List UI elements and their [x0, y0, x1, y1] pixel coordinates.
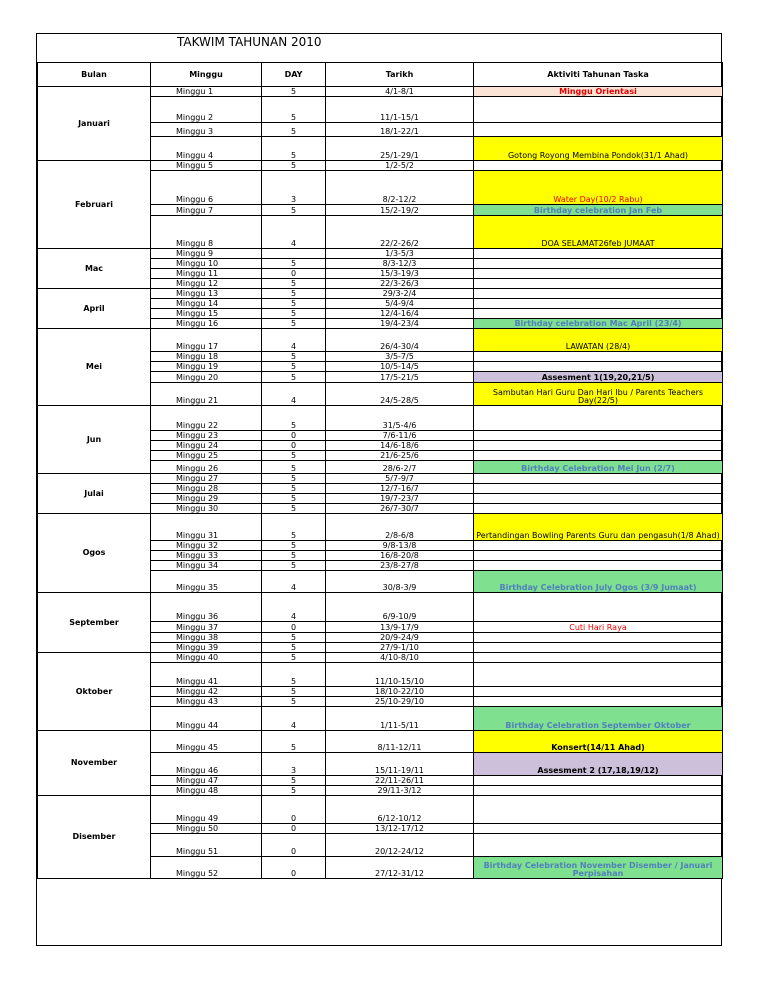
- minggu-cell: Minggu 33: [151, 551, 262, 561]
- tarikh-cell: 6/9-10/9: [326, 593, 474, 622]
- activity-cell: [474, 161, 723, 171]
- minggu-cell: Minggu 18: [151, 352, 262, 362]
- minggu-cell: Minggu 52: [151, 857, 262, 879]
- minggu-cell: Minggu 32: [151, 541, 262, 551]
- tarikh-cell: 4/10-8/10: [326, 653, 474, 663]
- minggu-cell: Minggu 10: [151, 259, 262, 269]
- minggu-cell: Minggu 16: [151, 319, 262, 329]
- tarikh-cell: 8/2-12/2: [326, 171, 474, 205]
- day-cell: 4: [262, 216, 326, 249]
- day-cell: 0: [262, 834, 326, 857]
- table-row: [38, 329, 723, 352]
- sheet-title: TAKWIM TAHUNAN 2010: [177, 35, 322, 49]
- minggu-cell: Minggu 39: [151, 643, 262, 653]
- tarikh-cell: 16/8-20/8: [326, 551, 474, 561]
- activity-cell: Assesment 2 (17,18,19/12): [474, 753, 723, 776]
- activity-cell: [474, 279, 723, 289]
- tarikh-cell: 8/3-12/3: [326, 259, 474, 269]
- day-cell: 5: [262, 504, 326, 514]
- day-cell: 5: [262, 137, 326, 161]
- tarikh-cell: 11/1-15/1: [326, 97, 474, 123]
- minggu-cell: Minggu 7: [151, 205, 262, 216]
- activity-cell: [474, 289, 723, 299]
- activity-cell: [474, 786, 723, 796]
- minggu-cell: Minggu 46: [151, 753, 262, 776]
- tarikh-cell: 6/12-10/12: [326, 796, 474, 824]
- activity-cell: [474, 504, 723, 514]
- activity-cell: [474, 259, 723, 269]
- day-cell: 5: [262, 697, 326, 707]
- tarikh-cell: 28/6-2/7: [326, 461, 474, 474]
- calendar-table: [37, 62, 723, 879]
- table-row: [38, 796, 723, 824]
- minggu-cell: Minggu 47: [151, 776, 262, 786]
- day-cell: 4: [262, 383, 326, 406]
- minggu-cell: Minggu 48: [151, 786, 262, 796]
- tarikh-cell: 31/5-4/6: [326, 406, 474, 431]
- day-cell: 5: [262, 514, 326, 541]
- day-cell: 5: [262, 663, 326, 687]
- activity-cell: [474, 834, 723, 857]
- table-row: [38, 161, 723, 171]
- activity-cell: [474, 269, 723, 279]
- day-cell: 0: [262, 857, 326, 879]
- activity-cell: [474, 431, 723, 441]
- day-cell: 5: [262, 97, 326, 123]
- minggu-cell: Minggu 51: [151, 834, 262, 857]
- minggu-cell: Minggu 42: [151, 687, 262, 697]
- minggu-cell: Minggu 3: [151, 123, 262, 137]
- activity-cell: Birthday celebration Jan Feb: [474, 205, 723, 216]
- minggu-cell: Minggu 13: [151, 289, 262, 299]
- day-cell: 5: [262, 279, 326, 289]
- tarikh-cell: 21/6-25/6: [326, 451, 474, 461]
- minggu-cell: Minggu 9: [151, 249, 262, 259]
- minggu-cell: Minggu 31: [151, 514, 262, 541]
- tarikh-cell: 17/5-21/5: [326, 372, 474, 383]
- activity-cell: [474, 824, 723, 834]
- month-cell: September: [38, 593, 151, 653]
- minggu-cell: Minggu 8: [151, 216, 262, 249]
- tarikh-cell: 26/4-30/4: [326, 329, 474, 352]
- activity-cell: [474, 474, 723, 484]
- day-cell: 5: [262, 289, 326, 299]
- activity-cell: [474, 593, 723, 622]
- day-cell: 5: [262, 653, 326, 663]
- day-cell: 5: [262, 786, 326, 796]
- minggu-cell: Minggu 2: [151, 97, 262, 123]
- month-cell: Februari: [38, 161, 151, 249]
- tarikh-cell: 22/11-26/11: [326, 776, 474, 786]
- day-cell: 5: [262, 372, 326, 383]
- minggu-cell: Minggu 20: [151, 372, 262, 383]
- day-cell: 5: [262, 474, 326, 484]
- tarikh-cell: 5/4-9/4: [326, 299, 474, 309]
- activity-cell: [474, 551, 723, 561]
- tarikh-cell: 25/10-29/10: [326, 697, 474, 707]
- minggu-cell: Minggu 6: [151, 171, 262, 205]
- tarikh-cell: 29/11-3/12: [326, 786, 474, 796]
- tarikh-cell: 12/7-16/7: [326, 484, 474, 494]
- table-row: [38, 731, 723, 753]
- day-cell: 4: [262, 707, 326, 731]
- table-row: [38, 249, 723, 259]
- tarikh-cell: 13/12-17/12: [326, 824, 474, 834]
- day-cell: 5: [262, 406, 326, 431]
- day-cell: 0: [262, 431, 326, 441]
- month-cell: April: [38, 289, 151, 329]
- minggu-cell: Minggu 11: [151, 269, 262, 279]
- tarikh-cell: 22/2-26/2: [326, 216, 474, 249]
- minggu-cell: Minggu 30: [151, 504, 262, 514]
- day-cell: 5: [262, 161, 326, 171]
- tarikh-cell: 15/2-19/2: [326, 205, 474, 216]
- tarikh-cell: 4/1-8/1: [326, 87, 474, 97]
- activity-cell: Cuti Hari Raya: [474, 622, 723, 633]
- month-cell: Julai: [38, 474, 151, 514]
- minggu-cell: Minggu 44: [151, 707, 262, 731]
- activity-cell: [474, 441, 723, 451]
- minggu-cell: Minggu 23: [151, 431, 262, 441]
- activity-cell: Water Day(10/2 Rabu): [474, 171, 723, 205]
- day-cell: 5: [262, 87, 326, 97]
- activity-cell: [474, 687, 723, 697]
- activity-cell: Minggu Orientasi: [474, 87, 723, 97]
- table-row: [38, 474, 723, 484]
- day-cell: 4: [262, 329, 326, 352]
- table-row: [38, 87, 723, 97]
- minggu-cell: Minggu 35: [151, 571, 262, 593]
- activity-cell: [474, 796, 723, 824]
- minggu-cell: Minggu 21: [151, 383, 262, 406]
- minggu-cell: Minggu 15: [151, 309, 262, 319]
- minggu-cell: Minggu 38: [151, 633, 262, 643]
- minggu-cell: Minggu 24: [151, 441, 262, 451]
- tarikh-cell: 20/9-24/9: [326, 633, 474, 643]
- day-cell: 5: [262, 352, 326, 362]
- day-cell: 5: [262, 484, 326, 494]
- activity-cell: Birthday celebration Mac April (23/4): [474, 319, 723, 329]
- tarikh-cell: 2/8-6/8: [326, 514, 474, 541]
- day-cell: 5: [262, 461, 326, 474]
- tarikh-cell: 14/6-18/6: [326, 441, 474, 451]
- activity-cell: [474, 663, 723, 687]
- calendar-sheet: [36, 33, 722, 946]
- minggu-cell: Minggu 4: [151, 137, 262, 161]
- activity-cell: [474, 299, 723, 309]
- tarikh-cell: 19/7-23/7: [326, 494, 474, 504]
- activity-cell: [474, 643, 723, 653]
- day-cell: 0: [262, 622, 326, 633]
- activity-cell: Sambutan Hari Guru Dan Hari Ibu / Parents Teachers Day(22/5): [474, 383, 723, 406]
- activity-cell: Assesment 1(19,20,21/5): [474, 372, 723, 383]
- day-cell: 0: [262, 796, 326, 824]
- activity-cell: DOA SELAMAT26feb JUMAAT: [474, 216, 723, 249]
- tarikh-cell: 9/8-13/8: [326, 541, 474, 551]
- activity-cell: [474, 633, 723, 643]
- header-bulan: Bulan: [38, 63, 151, 87]
- day-cell: 5: [262, 551, 326, 561]
- tarikh-cell: 25/1-29/1: [326, 137, 474, 161]
- day-cell: 4: [262, 571, 326, 593]
- activity-cell: [474, 123, 723, 137]
- tarikh-cell: 10/5-14/5: [326, 362, 474, 372]
- tarikh-cell: 1/2-5/2: [326, 161, 474, 171]
- activity-cell: [474, 97, 723, 123]
- minggu-cell: Minggu 36: [151, 593, 262, 622]
- tarikh-cell: 5/7-9/7: [326, 474, 474, 484]
- activity-cell: [474, 541, 723, 551]
- minggu-cell: Minggu 12: [151, 279, 262, 289]
- tarikh-cell: 15/3-19/3: [326, 269, 474, 279]
- activity-cell: LAWATAN (28/4): [474, 329, 723, 352]
- activity-cell: Birthday Celebration November Disember / Januari Perpisahan: [474, 857, 723, 879]
- day-cell: 3: [262, 171, 326, 205]
- minggu-cell: Minggu 29: [151, 494, 262, 504]
- day-cell: 5: [262, 687, 326, 697]
- minggu-cell: Minggu 22: [151, 406, 262, 431]
- minggu-cell: Minggu 50: [151, 824, 262, 834]
- activity-cell: Pertandingan Bowling Parents Guru dan pengasuh(1/8 Ahad): [474, 514, 723, 541]
- day-cell: 0: [262, 441, 326, 451]
- minggu-cell: Minggu 40: [151, 653, 262, 663]
- activity-cell: [474, 309, 723, 319]
- header-aktiviti: Aktiviti Tahunan Taska: [474, 63, 723, 87]
- day-cell: 5: [262, 561, 326, 571]
- activity-cell: Birthday Celebration September Oktober: [474, 707, 723, 731]
- tarikh-cell: 18/10-22/10: [326, 687, 474, 697]
- day-cell: 5: [262, 541, 326, 551]
- tarikh-cell: 1/11-5/11: [326, 707, 474, 731]
- month-cell: Oktober: [38, 653, 151, 731]
- day-cell: 0: [262, 269, 326, 279]
- minggu-cell: Minggu 34: [151, 561, 262, 571]
- table-row: [38, 289, 723, 299]
- day-cell: 5: [262, 362, 326, 372]
- header-tarikh: Tarikh: [326, 63, 474, 87]
- minggu-cell: Minggu 28: [151, 484, 262, 494]
- day-cell: 5: [262, 633, 326, 643]
- tarikh-cell: 27/12-31/12: [326, 857, 474, 879]
- tarikh-cell: 27/9-1/10: [326, 643, 474, 653]
- tarikh-cell: 20/12-24/12: [326, 834, 474, 857]
- tarikh-cell: 29/3-2/4: [326, 289, 474, 299]
- day-cell: 5: [262, 259, 326, 269]
- day-cell: 5: [262, 494, 326, 504]
- activity-cell: [474, 352, 723, 362]
- minggu-cell: Minggu 17: [151, 329, 262, 352]
- header-minggu: Minggu: [151, 63, 262, 87]
- tarikh-cell: 1/3-5/3: [326, 249, 474, 259]
- day-cell: 0: [262, 824, 326, 834]
- tarikh-cell: 11/10-15/10: [326, 663, 474, 687]
- tarikh-cell: 15/11-19/11: [326, 753, 474, 776]
- header-day: DAY: [262, 63, 326, 87]
- activity-cell: Birthday Celebration July Ogos (3/9 Jumaat): [474, 571, 723, 593]
- tarikh-cell: 22/3-26/3: [326, 279, 474, 289]
- activity-cell: [474, 561, 723, 571]
- minggu-cell: Minggu 49: [151, 796, 262, 824]
- activity-cell: [474, 776, 723, 786]
- month-cell: Disember: [38, 796, 151, 879]
- activity-cell: [474, 653, 723, 663]
- minggu-cell: Minggu 27: [151, 474, 262, 484]
- month-cell: November: [38, 731, 151, 796]
- day-cell: 5: [262, 123, 326, 137]
- activity-cell: Konsert(14/11 Ahad): [474, 731, 723, 753]
- minggu-cell: Minggu 14: [151, 299, 262, 309]
- tarikh-cell: 30/8-3/9: [326, 571, 474, 593]
- minggu-cell: Minggu 1: [151, 87, 262, 97]
- day-cell: 5: [262, 643, 326, 653]
- activity-cell: Gotong Royong Membina Pondok(31/1 Ahad): [474, 137, 723, 161]
- minggu-cell: Minggu 43: [151, 697, 262, 707]
- activity-cell: [474, 484, 723, 494]
- minggu-cell: Minggu 26: [151, 461, 262, 474]
- activity-cell: [474, 697, 723, 707]
- day-cell: [262, 249, 326, 259]
- day-cell: 5: [262, 309, 326, 319]
- minggu-cell: Minggu 25: [151, 451, 262, 461]
- tarikh-cell: 7/6-11/6: [326, 431, 474, 441]
- minggu-cell: Minggu 45: [151, 731, 262, 753]
- day-cell: 5: [262, 299, 326, 309]
- header-row: [38, 63, 723, 87]
- month-cell: Januari: [38, 87, 151, 161]
- activity-cell: [474, 494, 723, 504]
- activity-cell: [474, 249, 723, 259]
- tarikh-cell: 19/4-23/4: [326, 319, 474, 329]
- month-cell: Jun: [38, 406, 151, 474]
- minggu-cell: Minggu 37: [151, 622, 262, 633]
- activity-cell: [474, 406, 723, 431]
- table-row: [38, 514, 723, 541]
- minggu-cell: Minggu 19: [151, 362, 262, 372]
- tarikh-cell: 24/5-28/5: [326, 383, 474, 406]
- minggu-cell: Minggu 5: [151, 161, 262, 171]
- table-row: [38, 593, 723, 622]
- month-cell: Ogos: [38, 514, 151, 593]
- day-cell: 5: [262, 319, 326, 329]
- table-row: [38, 653, 723, 663]
- minggu-cell: Minggu 41: [151, 663, 262, 687]
- activity-cell: [474, 451, 723, 461]
- day-cell: 4: [262, 593, 326, 622]
- day-cell: 3: [262, 753, 326, 776]
- month-cell: Mac: [38, 249, 151, 289]
- day-cell: 5: [262, 451, 326, 461]
- tarikh-cell: 23/8-27/8: [326, 561, 474, 571]
- day-cell: 5: [262, 776, 326, 786]
- tarikh-cell: 3/5-7/5: [326, 352, 474, 362]
- tarikh-cell: 13/9-17/9: [326, 622, 474, 633]
- tarikh-cell: 18/1-22/1: [326, 123, 474, 137]
- tarikh-cell: 8/11-12/11: [326, 731, 474, 753]
- activity-cell: [474, 362, 723, 372]
- day-cell: 5: [262, 731, 326, 753]
- month-cell: Mei: [38, 329, 151, 406]
- table-row: [38, 406, 723, 431]
- tarikh-cell: 26/7-30/7: [326, 504, 474, 514]
- activity-cell: Birthday Celebration Mei Jun (2/7): [474, 461, 723, 474]
- day-cell: 5: [262, 205, 326, 216]
- tarikh-cell: 12/4-16/4: [326, 309, 474, 319]
